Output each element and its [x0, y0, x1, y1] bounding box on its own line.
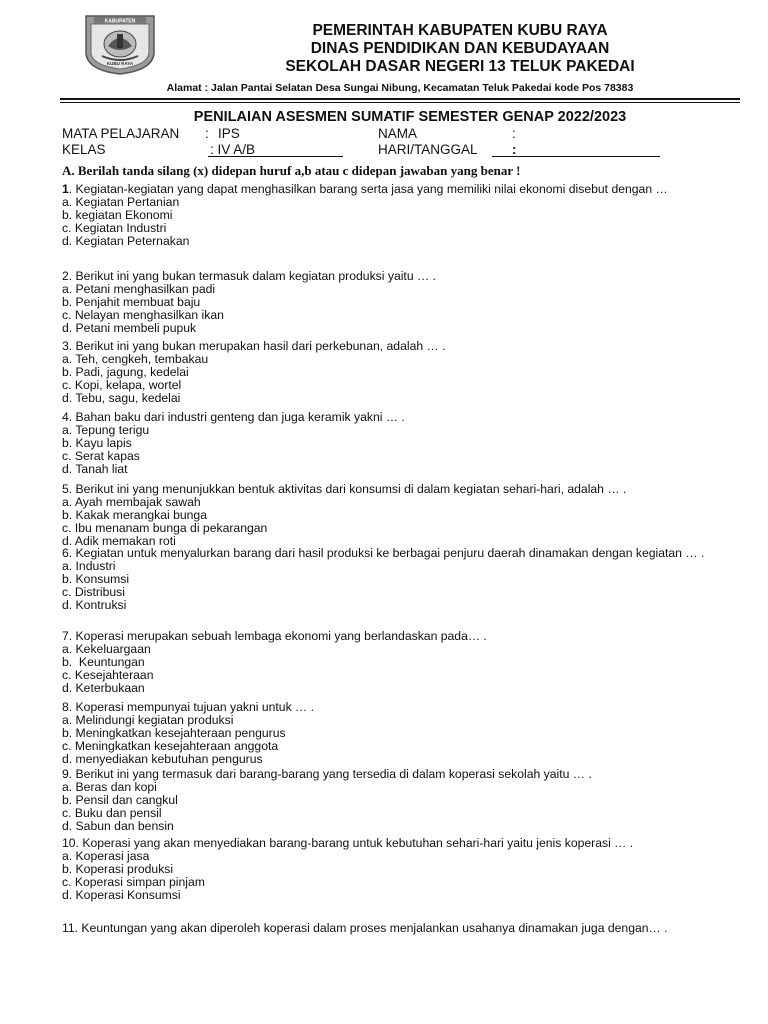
option: b. Konsumsi	[62, 572, 130, 586]
question-text: 5. Berikut ini yang menunjukkan bentuk aktivitas dari konsumsi di dalam kegiatan sehari-hari, adalah … .	[62, 482, 627, 496]
option: d. Adik memakan roti	[62, 534, 176, 548]
option: b. Padi, jagung, kedelai	[62, 365, 189, 379]
question-8	[62, 701, 742, 766]
option: b. kegiatan Ekonomi	[62, 208, 173, 222]
logo-text-bottom: KUBU RAYA	[106, 61, 134, 66]
option: c. Meningkatkan kesejahteraan anggota	[62, 739, 279, 753]
option: a. Tepung terigu	[62, 423, 150, 437]
option: a. Industri	[62, 559, 116, 573]
date-label: HARI/TANGGAL	[378, 142, 478, 157]
option: c. Ibu menanam bunga di pekarangan	[62, 521, 268, 535]
option: d. Koperasi Konsumsi	[62, 888, 181, 902]
question-text: 4. Bahan baku dari industri genteng dan juga keramik yakni … .	[62, 410, 405, 424]
header-line-school: SEKOLAH DASAR NEGERI 13 TELUK PAKEDAI	[285, 58, 635, 75]
question-3	[62, 340, 742, 405]
option: b. Koperasi produksi	[62, 862, 174, 876]
date-underline	[492, 156, 660, 157]
header-line-department: DINAS PENDIDIKAN DAN KEBUDAYAAN	[310, 40, 610, 57]
option: a. Koperasi jasa	[62, 849, 150, 863]
option: d. Kontruksi	[62, 598, 127, 612]
option: a. Melindungi kegiatan produksi	[62, 713, 234, 727]
header-line-government: PEMERINTAH KABUPATEN KUBU RAYA	[312, 22, 608, 39]
class-label: KELAS	[62, 142, 106, 157]
option: b. Keuntungan	[62, 655, 145, 669]
question-10	[62, 837, 742, 902]
question-text: 6. Kegiatan untuk menyalurkan barang dari hasil produksi ke berbagai penjuru daerah dinamakan dengan kegiatan … .	[62, 546, 705, 560]
class-underline	[208, 156, 343, 157]
question-text: . Kegiatan-kegiatan yang dapat menghasilkan barang serta jasa yang memiliki nilai ekonomi disebut dengan …	[68, 182, 668, 196]
option: b. Pensil dan cangkul	[62, 793, 178, 807]
option: b. Kakak merangkai bunga	[62, 508, 207, 522]
option: c. Distribusi	[62, 585, 125, 599]
date-separator: :	[512, 142, 517, 157]
name-label: NAMA	[378, 126, 418, 141]
logo-text-top: KABUPATEN	[104, 18, 136, 25]
letterhead-divider-thin	[60, 102, 740, 103]
question-9	[62, 768, 742, 833]
option: b. Kayu lapis	[62, 436, 132, 450]
subject-separator: :	[205, 126, 209, 141]
question-5	[62, 483, 742, 548]
option: a. Kegiatan Pertanian	[62, 195, 180, 209]
subject-label: MATA PELAJARAN	[62, 126, 180, 141]
question-text: 11. Keuntungan yang akan diperoleh koperasi dalam proses menjalankan usahanya dinamakan juga dengan… .	[62, 921, 668, 935]
option: c. Buku dan pensil	[62, 806, 162, 820]
option: a. Petani menghasilkan padi	[62, 282, 216, 296]
option: c. Kegiatan Industri	[62, 221, 167, 235]
question-text: 3. Berikut ini yang bukan merupakan hasil dari perkebunan, adalah … .	[62, 339, 446, 353]
instruction: A. Berilah tanda silang (x) didepan huruf a,b atau c didepan jawaban yang benar !	[62, 163, 521, 178]
option: d. Kegiatan Peternakan	[62, 234, 190, 248]
option: b. Penjahit membuat baju	[62, 295, 201, 309]
name-separator: :	[512, 126, 516, 141]
question-7	[62, 630, 742, 695]
question-text: 8. Koperasi mempunyai tujuan yakni untuk … .	[62, 700, 315, 714]
header-address: Alamat : Jalan Pantai Selatan Desa Sungai Nibung, Kecamatan Teluk Pakedai kode Pos 78383	[166, 82, 634, 94]
question-text: 10. Koperasi yang akan menyediakan barang-barang untuk kebutuhan sehari-hari yaitu jenis koperasi … .	[62, 836, 634, 850]
question-text: 7. Koperasi merupakan sebuah lembaga ekonomi yang berlandaskan pada… .	[62, 629, 487, 643]
option: d. Tanah liat	[62, 462, 128, 476]
regency-emblem-logo	[80, 12, 160, 76]
option: a. Teh, cengkeh, tembakau	[62, 352, 209, 366]
option: c. Kesejahteraan	[62, 668, 154, 682]
option: b. Meningkatkan kesejahteraan pengurus	[62, 726, 286, 740]
option: c. Nelayan menghasilkan ikan	[62, 308, 224, 322]
option: d. menyediakan kebutuhan pengurus	[62, 752, 263, 766]
option: a. Ayah membajak sawah	[62, 495, 201, 509]
letterhead-divider	[60, 98, 740, 100]
question-1	[62, 183, 742, 248]
option: d. Sabun dan bensin	[62, 819, 174, 833]
question-number: 1	[62, 182, 69, 196]
option: c. Serat kapas	[62, 449, 140, 463]
option: a. Beras dan kopi	[62, 780, 157, 794]
class-value: : IV A/B	[210, 142, 256, 157]
option: d. Keterbukaan	[62, 681, 145, 695]
option: d. Petani membeli pupuk	[62, 321, 197, 335]
question-2	[62, 270, 742, 335]
question-text: 2. Berikut ini yang bukan termasuk dalam kegiatan produksi yaitu … .	[62, 269, 436, 283]
option: c. Koperasi simpan pinjam	[62, 875, 205, 889]
exam-title: PENILAIAN ASESMEN SUMATIF SEMESTER GENAP 2022/2023	[193, 109, 627, 125]
question-11	[62, 922, 742, 935]
question-text: 9. Berikut ini yang termasuk dari barang-barang yang tersedia di dalam koperasi sekolah yaitu … .	[62, 767, 592, 781]
option: d. Tebu, sagu, kedelai	[62, 391, 181, 405]
question-6	[62, 547, 742, 612]
option: c. Kopi, kelapa, wortel	[62, 378, 182, 392]
option: a. Kekeluargaan	[62, 642, 151, 656]
question-4	[62, 411, 742, 476]
subject-value: IPS	[218, 126, 240, 141]
